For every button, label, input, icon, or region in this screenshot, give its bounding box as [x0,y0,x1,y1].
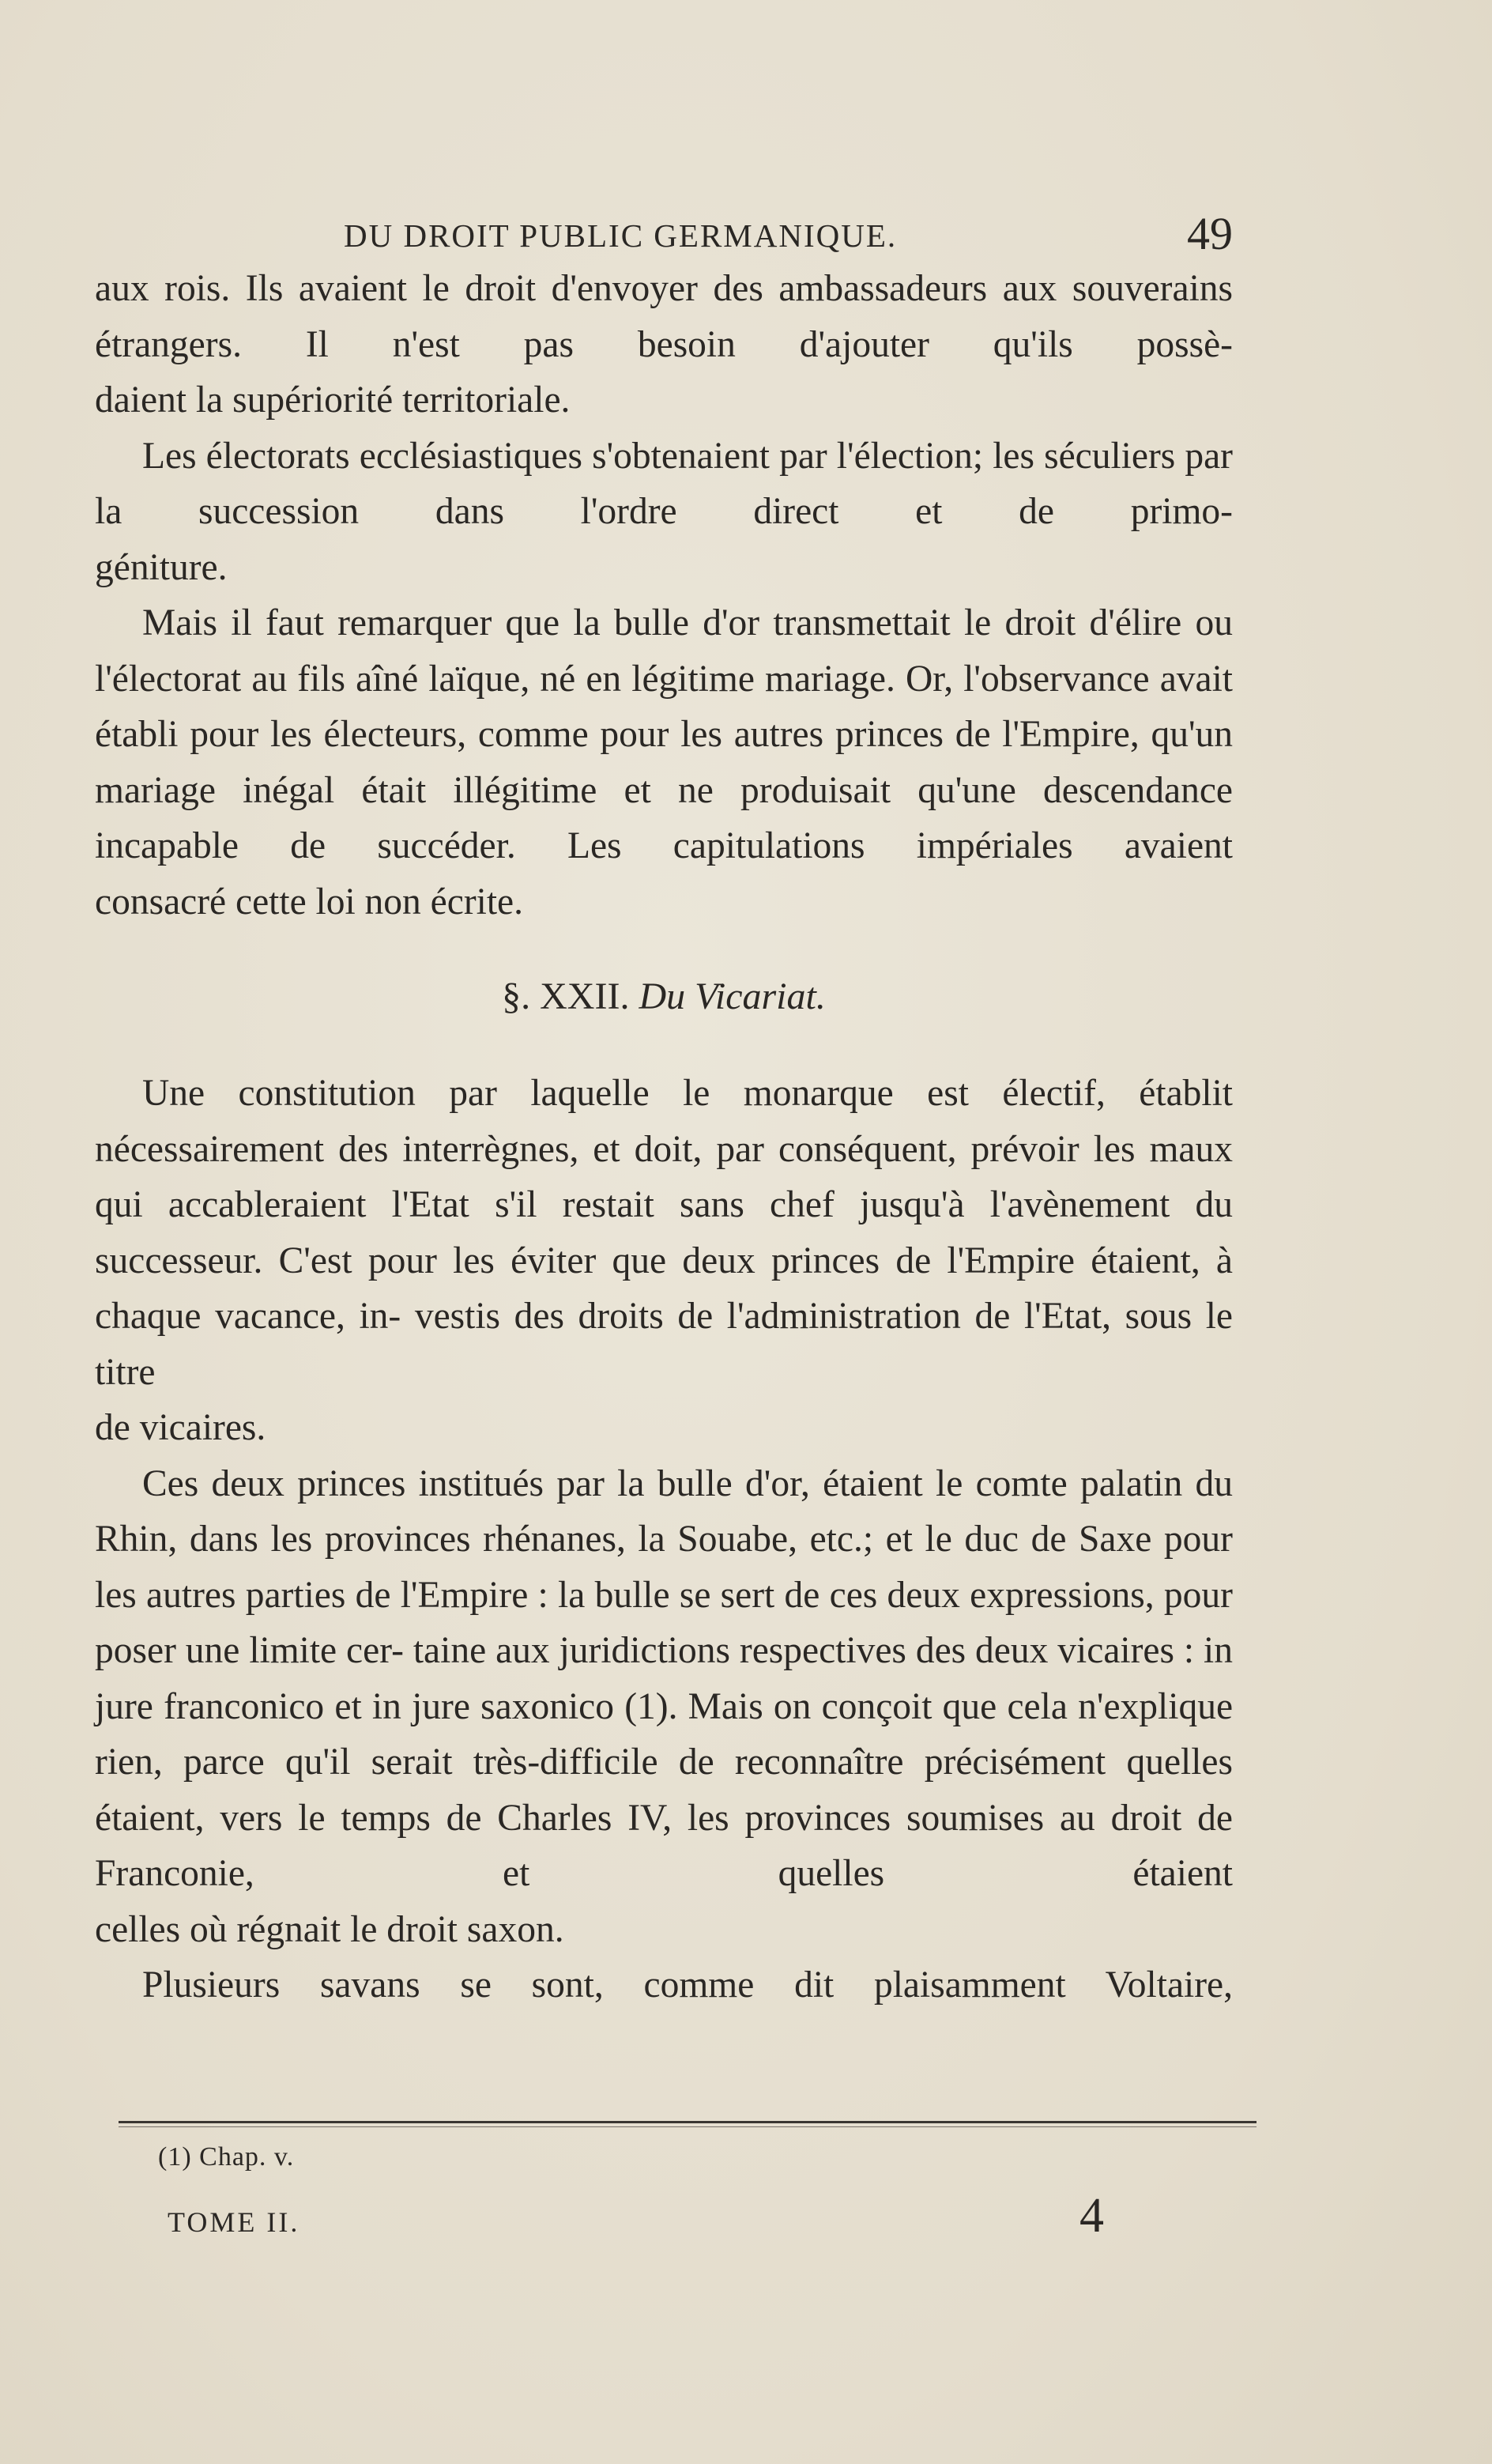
paragraph-end [95,1400,1233,1456]
running-head: DU DROIT PUBLIC GERMANIQUE. [344,217,898,254]
text-line: celles où régnait le droit saxon. [95,1908,564,1950]
text-line: aux rois. Ils avaient le droit d'envoyer des ambassadeurs aux [95,268,1057,309]
body-text [95,261,1233,2013]
text-line: géniture. [95,546,228,588]
text-line: que deux princes de l'Empire étaient, à chaque vacance, in- [95,1240,1234,1337]
text-line: Mais il faut remarquer que la bulle d'or transmettait le [142,602,992,643]
text-line: de vicaires. [95,1407,266,1448]
paragraph-end [95,1902,1233,1958]
text-line: n'explique rien, parce qu'il serait très-difficile de reconnaître [95,1685,1234,1783]
footnote-rule-thin [119,2126,1257,2127]
text-line: inégal était illégitime et ne produisait qu'une descendance [243,769,1234,811]
text-line: provinces soumises au droit de Franconie, et quelles étaient [95,1797,1233,1894]
text-line: séculiers par la succession dans l'ordre direct et de primo- [95,435,1234,532]
paragraph-end [95,372,1233,428]
text-line: franconico et in jure saxonico (1). Mais on conçoit que cela [164,1685,1068,1727]
text-line: mariage. Or, l'observance avait établi pour les électeurs, [95,658,1234,755]
paragraph [95,1066,1233,1400]
paragraph-end [95,874,1233,930]
section-title: Du Vicariat. [639,975,826,1017]
text-line: se sert de ces deux expressions, pour poser une limite cer- [95,1574,1234,1671]
text-line: Les électorats ecclésiastiques s'obtenaient par l'élection; les [142,435,1034,477]
paragraph [95,1957,1233,2013]
text-line: précisément quelles étaient, vers le temps de Charles IV, les [95,1741,1233,1839]
paragraph [95,261,1233,372]
paragraph [95,1456,1233,1902]
text-line: consacré cette loi non écrite. [95,881,524,923]
paragraph [95,595,1233,874]
text-line: Une constitution par laquelle le monarque est électif, [142,1073,1106,1114]
signature-mark: 4 [1079,2189,1104,2243]
page-header [99,207,1233,262]
text-line: incapable de succéder. Les capitulations impériales avaient [95,825,1233,866]
paragraph [95,428,1233,540]
tome-label: TOME II. [168,2206,300,2238]
section-number: §. XXII. [502,975,630,1017]
text-line: vestis des droits de l'administration de l'Etat, sous le titre [95,1296,1233,1393]
text-line: droit d'élire ou l'électorat au fils aîné laïque, né en légitime [95,602,1234,700]
text-line: taine aux juridictions respectives des deux vicaires : in jure [95,1630,1233,1727]
text-line: palatin du Rhin, dans les provinces rhénanes, la Souabe, etc.; [95,1462,1233,1560]
text-line: comme pour les autres princes de l'Empire, qu'un mariage [95,714,1234,811]
text-line: souverains étrangers. Il n'est pas besoin d'ajouter qu'ils possè- [95,268,1234,365]
text-line: prévoir les maux qui accableraient l'Etat s'il restait sans [95,1128,1233,1225]
text-line: daient la supériorité territoriale. [95,379,571,421]
text-line: Ces deux princes institués par la bulle d'or, étaient le comte [142,1462,1068,1504]
page-number: 49 [1187,208,1233,259]
text-line: chef jusqu'à l'avènement du successeur. C'est pour les éviter [95,1184,1233,1281]
footnote: (1) Chap. v. [158,2142,295,2172]
paragraph-end [95,540,1233,596]
section-heading [95,969,1233,1024]
footnote-rule [119,2121,1257,2123]
text-line: établit nécessairement des interrègnes, et doit, par conséquent, [95,1073,1234,1170]
text-line: Plusieurs savans se sont, comme dit plaisamment Voltaire, [142,1964,1233,2006]
text-line: et le duc de Saxe pour les autres parties de l'Empire : la bulle [95,1519,1233,1616]
